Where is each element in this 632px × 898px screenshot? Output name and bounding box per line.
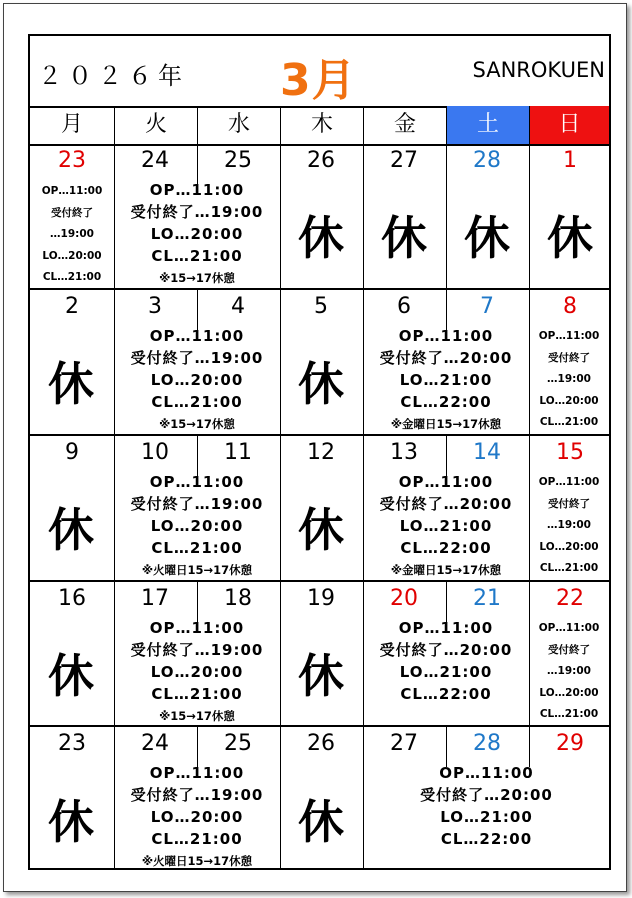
day-number: 1: [563, 148, 577, 173]
day-number: 21: [473, 586, 501, 611]
closed-mark: 休: [547, 211, 593, 265]
hours-small: OP…11:00 受付終了 …19:00 LO…20:00 CL…21:00: [538, 622, 600, 720]
weekday-fri: 金: [363, 106, 446, 144]
day-number: 27: [390, 731, 418, 756]
closed-mark: 休: [48, 795, 94, 849]
closed-mark: 休: [381, 211, 427, 265]
weekday-sun: 日: [529, 106, 609, 144]
hours-block: OP…11:00 受付終了…20:00 LO…21:00 CL…22:00 ※金曜日15→17休憩: [379, 473, 513, 577]
hours-block: OP…11:00 受付終了…19:00 LO…20:00 CL…21:00 ※火曜日15→17休憩: [130, 473, 264, 577]
weekday-sat: 土: [446, 106, 529, 144]
day-number: 16: [58, 586, 86, 611]
day-number: 3: [148, 294, 162, 319]
hours-small: OP…11:00 受付終了 …19:00 LO…20:00 CL…21:00: [538, 476, 600, 574]
day-number: 22: [556, 586, 584, 611]
day-number: 9: [65, 440, 79, 465]
day-number: 25: [224, 731, 252, 756]
day-number: 11: [224, 440, 252, 465]
calendar-header: [30, 36, 609, 108]
day-number: 8: [563, 294, 577, 319]
calendar-page: [3, 3, 627, 892]
day-number: 13: [390, 440, 418, 465]
calendar: [28, 34, 611, 870]
day-number: 27: [390, 148, 418, 173]
closed-mark: 休: [48, 503, 94, 557]
closed-mark: 休: [298, 795, 344, 849]
brand-name: SANROKUEN: [472, 58, 605, 82]
day-number: 26: [307, 148, 335, 173]
day-number: 19: [307, 586, 335, 611]
hours-small: OP…11:00 受付終了 …19:00 LO…20:00 CL…21:00: [41, 185, 103, 283]
hours-block: OP…11:00 受付終了…19:00 LO…20:00 CL…21:00 ※15→17休憩: [130, 619, 264, 723]
day-number: 24: [141, 148, 169, 173]
grid-line: [280, 144, 281, 868]
hours-block: OP…11:00 受付終了…19:00 LO…20:00 CL…21:00 ※火曜日15→17休憩: [130, 764, 264, 868]
closed-mark: 休: [298, 357, 344, 411]
day-number: 17: [141, 586, 169, 611]
day-number: 4: [231, 294, 245, 319]
hours-block: OP…11:00 受付終了…20:00 LO…21:00 CL…22:00: [379, 619, 513, 703]
year-label: ２０２６年: [38, 62, 188, 90]
closed-mark: 休: [298, 503, 344, 557]
day-number: 25: [224, 148, 252, 173]
day-number: 10: [141, 440, 169, 465]
weekday-thu: 木: [280, 106, 363, 144]
day-number: 24: [141, 731, 169, 756]
day-number: 26: [307, 731, 335, 756]
day-number: 14: [473, 440, 501, 465]
day-number: 18: [224, 586, 252, 611]
weekday-mon: 月: [60, 112, 83, 137]
day-number: 28: [473, 731, 501, 756]
closed-mark: 休: [48, 357, 94, 411]
hours-block: OP…11:00 受付終了…19:00 LO…20:00 CL…21:00 ※15→17休憩: [130, 181, 264, 285]
hours-small: OP…11:00 受付終了 …19:00 LO…20:00 CL…21:00: [538, 330, 600, 428]
day-number: 28: [473, 148, 501, 173]
day-number: 6: [397, 294, 411, 319]
weekday-tue: 火: [114, 106, 197, 144]
day-number: 29: [556, 731, 584, 756]
closed-mark: 休: [464, 211, 510, 265]
closed-mark: 休: [48, 649, 94, 703]
hours-block: OP…11:00 受付終了…19:00 LO…20:00 CL…21:00 ※15→17休憩: [130, 327, 264, 431]
hours-block: OP…11:00 受付終了…20:00 LO…21:00 CL…22:00: [420, 764, 553, 848]
day-number: 7: [480, 294, 494, 319]
day-number: 20: [390, 586, 418, 611]
month-title: 3月: [280, 55, 357, 106]
closed-mark: 休: [298, 649, 344, 703]
day-number: 2: [65, 294, 79, 319]
hours-block: OP…11:00 受付終了…20:00 LO…21:00 CL…22:00 ※金曜日15→17休憩: [379, 327, 513, 431]
day-number: 15: [556, 440, 584, 465]
weekday-header-row: [30, 106, 609, 146]
day-number: 12: [307, 440, 335, 465]
day-number: 23: [58, 148, 86, 173]
day-number: 5: [314, 294, 328, 319]
closed-mark: 休: [298, 211, 344, 265]
weekday-wed: 水: [197, 106, 280, 144]
day-number: 23: [58, 731, 86, 756]
